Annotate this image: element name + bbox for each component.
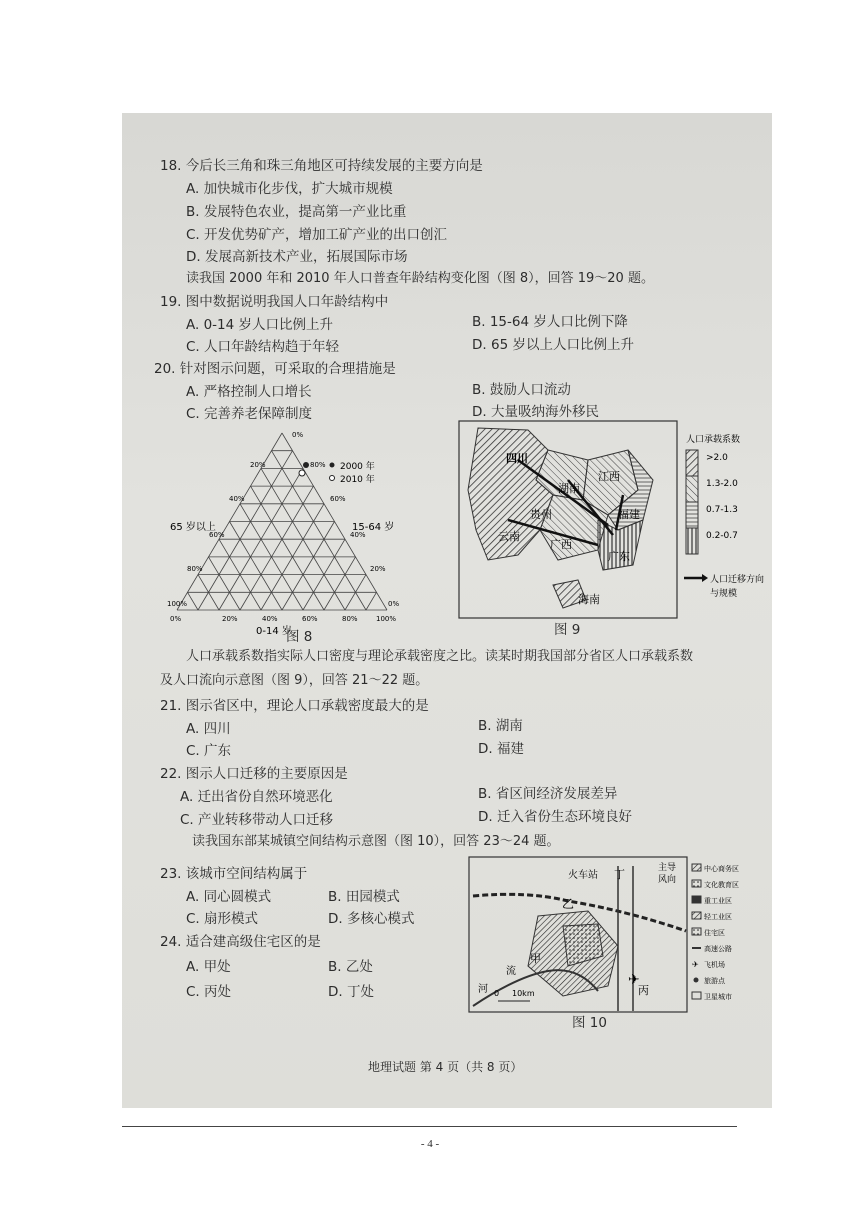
tick-right-0: 0% [388, 600, 400, 608]
legend-arrowhead-icon [702, 574, 708, 582]
legend-tourist-icon [694, 978, 699, 983]
q20-option-c: C. 完善养老保障制度 [186, 406, 313, 422]
q24-option-c: C. 丙处 [186, 984, 232, 1000]
legend-cbd-swatch [692, 864, 701, 871]
figure-9-map [458, 420, 770, 620]
figure-8-caption: 图 8 [286, 629, 313, 645]
q18-option-a: A. 加快城市化步伐，扩大城市规模 [186, 181, 393, 197]
q19-option-a: A. 0-14 岁人口比例上升 [186, 317, 334, 333]
legend-tourist: 旅游点 [704, 977, 725, 985]
q24-option-a: A. 甲处 [186, 959, 231, 975]
legend-light-industry: 轻工业区 [704, 913, 732, 921]
intro-19-20: 读我国 2000 年和 2010 年人口普查年龄结构变化图（图 8），回答 19～20 题。 [186, 271, 654, 286]
intro-21-22-line2: 及人口流向示意图（图 9），回答 21～22 题。 [160, 673, 429, 688]
tick-bottom-40: 40% [262, 615, 278, 623]
legend-2000-marker [330, 463, 335, 468]
label-sichuan: 四川 [506, 452, 528, 465]
tick-left-60: 60% [209, 531, 225, 539]
legend-arrow-label-2: 与规模 [710, 589, 738, 599]
ternary-grid-line [230, 522, 283, 611]
q19-option-c: C. 人口年龄结构趋于年轻 [186, 339, 340, 355]
label-ding: 丁 [614, 868, 625, 881]
point-2000 [303, 462, 309, 468]
tick-left-100: 100% [167, 600, 188, 608]
label-river-2: 流 [506, 966, 516, 977]
fig9-legend-title: 人口承载系数 [686, 435, 741, 445]
q24-stem: 24. 适合建高级住宅区的是 [160, 934, 321, 950]
tick-top-0: 0% [292, 431, 304, 439]
q23-option-c: C. 扇形模式 [186, 911, 259, 927]
tick-bottom-100: 100% [376, 615, 397, 623]
q19-stem: 19. 图中数据说明我国人口年龄结构中 [160, 294, 389, 310]
legend-light-swatch [692, 912, 701, 919]
label-jiangxi: 江西 [598, 470, 620, 483]
ternary-grid-line [282, 522, 335, 611]
ternary-grid-line [251, 486, 325, 610]
figure-8-ternary-diagram [162, 425, 402, 650]
legend-item-4: 0.2-0.7 [706, 531, 738, 541]
legend-item-3: 0.7-1.3 [706, 505, 738, 515]
q19-option-d: D. 65 岁以上人口比例上升 [472, 337, 634, 353]
scanned-page-photo [122, 113, 772, 1108]
legend-satellite-icon [692, 992, 701, 999]
fig10-legend [692, 864, 739, 1001]
axis-15-64: 15-64 岁 [352, 522, 395, 533]
q21-option-b: B. 湖南 [478, 718, 523, 734]
label-hunan: 湖南 [558, 482, 580, 495]
q20-option-d: D. 大量吸纳海外移民 [472, 404, 599, 420]
q21-option-c: C. 广东 [186, 743, 232, 759]
legend-item-1: >2.0 [706, 453, 728, 463]
label-river-1: 河 [478, 984, 488, 995]
scale-10km: 10km [512, 989, 535, 998]
axis-0-14: 0-14 岁 [256, 626, 292, 637]
label-hainan: 海南 [578, 593, 600, 606]
label-fujian: 福建 [618, 508, 640, 521]
label-yi: 乙 [562, 897, 575, 911]
q23-stem: 23. 该城市空间结构属于 [160, 866, 308, 882]
label-wind-2: 风向 [658, 875, 677, 885]
legend-airport: 飞机场 [704, 961, 725, 969]
label-guangdong: 广东 [608, 550, 630, 563]
intro-21-22-line1: 人口承载系数指实际人口密度与理论承载密度之比。读某时期我国部分省区人口承载系数 [186, 649, 694, 664]
tick-bottom-60: 60% [302, 615, 318, 623]
q24-option-d: D. 丁处 [328, 984, 374, 1000]
ternary-grid-line [209, 557, 241, 610]
legend-heavy-industry: 重工业区 [704, 897, 732, 905]
tick-bottom-20: 20% [222, 615, 238, 623]
tick-bottom-0: 0% [170, 615, 182, 623]
q20-stem: 20. 针对图示问题，可采取的合理措施是 [154, 361, 396, 377]
tick-right-40: 40% [350, 531, 366, 539]
legend-airport-icon: ✈ [692, 960, 699, 969]
legend-swatch-1 [686, 450, 698, 476]
legend-swatch-2 [686, 476, 698, 502]
figure-10-caption: 图 10 [572, 1015, 607, 1031]
q22-option-b: B. 省区间经济发展差异 [478, 786, 618, 802]
legend-swatch-4 [686, 528, 698, 554]
scale-0: 0 [494, 989, 500, 998]
q20-option-b: B. 鼓励人口流动 [472, 382, 571, 398]
legend-residential-swatch [692, 928, 701, 935]
q18-option-c: C. 开发优势矿产，增加工矿产业的出口创汇 [186, 227, 448, 243]
footer-rule [122, 1126, 737, 1127]
label-guangxi: 广西 [550, 538, 572, 551]
legend-arrow-label-1: 人口迁移方向 [710, 575, 765, 585]
tick-bottom-80: 80% [342, 615, 358, 623]
q22-option-d: D. 迁入省份生态环境良好 [478, 809, 632, 825]
label-station: 火车站 [568, 870, 598, 881]
ternary-grid-line [188, 592, 199, 610]
legend-culture-swatch [692, 880, 701, 887]
legend-2000: 2000 年 [340, 462, 375, 472]
tick-left-20: 20% [250, 461, 266, 469]
exam-footer: 地理试题 第 4 页（共 8 页） [368, 1060, 523, 1074]
page-number: - 4 - [420, 1138, 440, 1150]
legend-culture: 文化教育区 [704, 881, 739, 889]
legend-residential: 住宅区 [704, 929, 725, 937]
axis-65-plus: 65 岁以上 [170, 522, 216, 533]
q21-option-d: D. 福建 [478, 741, 524, 757]
q21-option-a: A. 四川 [186, 721, 231, 737]
legend-2010-marker [330, 476, 335, 481]
legend-cbd: 中心商务区 [704, 865, 739, 873]
intro-23-24: 读我国东部某城镇空间结构示意图（图 10），回答 23～24 题。 [192, 834, 560, 849]
q23-option-d: D. 多核心模式 [328, 911, 415, 927]
legend-satellite-city: 卫星城市 [704, 993, 732, 1001]
q18-option-b: B. 发展特色农业，提高第一产业比重 [186, 204, 407, 220]
legend-heavy-swatch [692, 896, 701, 903]
ternary-grid-line [366, 592, 377, 610]
label-wind-1: 主导 [658, 863, 677, 873]
figure-10-city-map [468, 856, 768, 1016]
legend-highway: 高速公路 [704, 945, 732, 953]
ternary-grid-line [324, 557, 356, 610]
q18-stem: 18. 今后长三角和珠三角地区可持续发展的主要方向是 [160, 158, 483, 174]
ternary-grid-line [240, 486, 314, 610]
tick-right-20: 20% [370, 565, 386, 573]
figure-9-caption: 图 9 [554, 622, 581, 638]
label-bing: 丙 [638, 984, 649, 997]
q19-option-b: B. 15-64 岁人口比例下降 [472, 314, 628, 330]
q23-option-a: A. 同心圆模式 [186, 889, 272, 905]
legend-swatch-3 [686, 502, 698, 528]
tick-left-80: 80% [187, 565, 203, 573]
q20-option-a: A. 严格控制人口增长 [186, 384, 312, 400]
label-jia: 甲 [530, 952, 541, 965]
q23-option-b: B. 田园模式 [328, 889, 400, 905]
q24-option-b: B. 乙处 [328, 959, 373, 975]
legend-item-2: 1.3-2.0 [706, 479, 738, 489]
q22-option-a: A. 迁出省份自然环境恶化 [180, 789, 333, 805]
airport-icon: ✈ [628, 972, 640, 988]
legend-2010: 2010 年 [340, 475, 375, 485]
point-2010 [299, 470, 305, 476]
tick-left-40: 40% [229, 495, 245, 503]
label-guizhou: 贵州 [530, 508, 552, 521]
q18-option-d: D. 发展高新技术产业，拓展国际市场 [186, 249, 408, 265]
tick-right-60: 60% [330, 495, 346, 503]
q21-stem: 21. 图示省区中，理论人口承载密度最大的是 [160, 698, 429, 714]
q22-option-c: C. 产业转移带动人口迁移 [180, 812, 334, 828]
q22-stem: 22. 图示人口迁移的主要原因是 [160, 766, 348, 782]
tick-right-80: 80% [310, 461, 326, 469]
label-yunnan: 云南 [498, 530, 520, 543]
